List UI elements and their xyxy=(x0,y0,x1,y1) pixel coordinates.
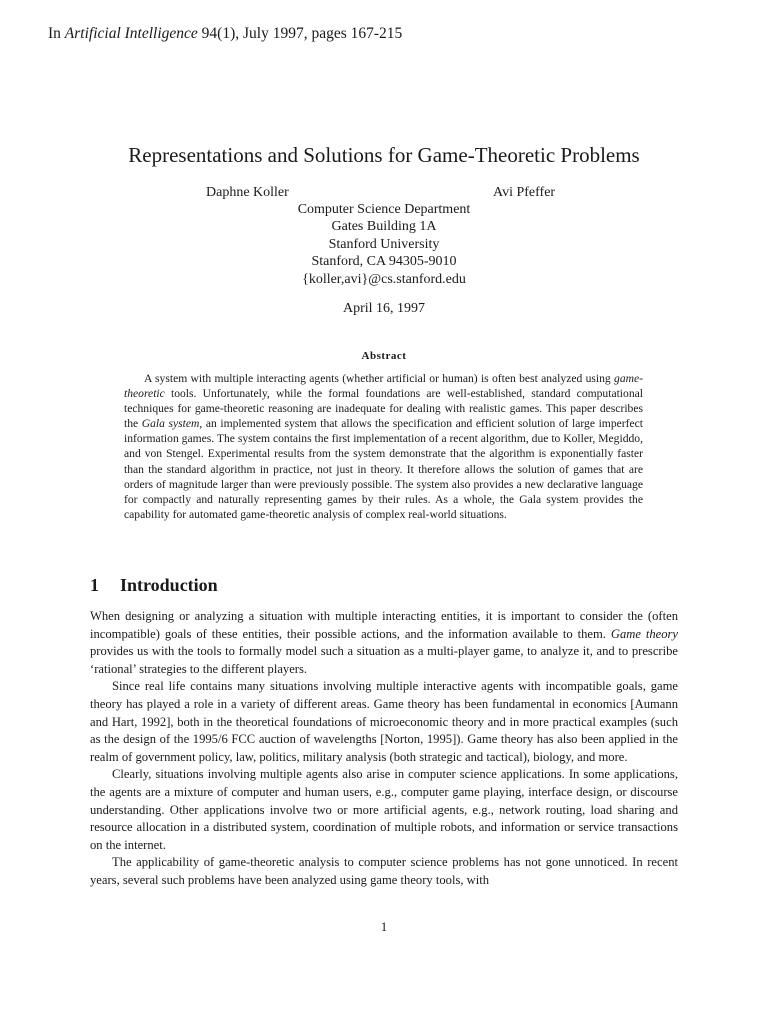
section-heading xyxy=(90,574,218,596)
affiliation-university: Stanford University xyxy=(328,236,440,252)
abstract-text xyxy=(124,371,643,522)
abstract-text-part: , an implemented system that allows the specification and efficient solution of large imperfect information games. The system contains the first implementation of a recent algorithm, due to Koller, Megiddo, and von Stengel. Experimental results from the system demonstrate that the algorithm is exponentially faster than the standard algorithm in practice, not just in theory. It therefore allows the solution of games that are orders of magnitude larger than were previously possible. The system also provides a new declarative language for compactly and naturally representing games by their rules. As a whole, the Gala system provides the capability for automated game-theoretic analysis of complex real-world situations. xyxy=(124,417,643,521)
author-name: Daphne Koller xyxy=(206,185,289,200)
citation-prefix: In xyxy=(48,25,65,42)
journal-name: Artificial Intelligence xyxy=(64,25,198,42)
paragraph: The applicability of game-theoretic analysis to computer science problems has not gone unnoticed. In recent years, several such problems have been analyzed using game theory tools, with xyxy=(90,855,678,887)
page-number: 1 xyxy=(380,919,388,934)
term-emphasis: Game theory xyxy=(610,626,678,641)
paragraph: Since real life contains many situations involving multiple interactive agents with incompatible goals, game theory has played a role in a variety of different areas. Game theory has been fundamental in economics [Aumann and Hart, 1992], both in the theoretical foundations of microeconomic theory and in more practical examples (such as the design of the 1995/6 FCC auction of wavelengths [Norton, 1995]). Game theory has also been applied in the realm of government policy, law, politics, military analysis (both strategic and tactical), biology, and more. xyxy=(90,679,678,764)
paragraph-text: When designing or analyzing a situation with multiple interacting entities, it is important to consider the (often incompatible) goals of these entities, their possible actions, and the information available to them. xyxy=(90,609,678,641)
abstract-text-part: A system with multiple interacting agents (whether artificial or human) is often best analyzed using xyxy=(144,372,615,385)
affiliation-building: Gates Building 1A xyxy=(331,219,437,235)
introduction-body xyxy=(90,608,678,890)
affiliation-department: Computer Science Department xyxy=(297,202,471,217)
author-name: Avi Pfeffer xyxy=(493,185,556,200)
affiliation-email: {koller,avi}@cs.stanford.edu xyxy=(302,271,466,287)
section-title: Introduction xyxy=(120,575,218,595)
citation-details: 94(1), July 1997, pages 167-215 xyxy=(197,25,403,42)
paragraph: Clearly, situations involving multiple agents also arise in computer science applications. In some applications, the agents are a mixture of computer and human users, e.g., computer game playing, interface design, or discourse understanding. Other applications involve two or more artificial agents, e.g., network routing, load sharing and resource allocation in a distributed system, coordination of multiple robots, and information or service transactions on the internet. xyxy=(90,767,678,852)
paragraph xyxy=(90,608,678,678)
abstract-heading: Abstract xyxy=(361,350,407,362)
abstract-text-part: tools. Unfortunately, while the formal foundations are well-established, standard computational techniques for game-theoretic reasoning are inadequate for dealing with realistic games. This paper describes the xyxy=(124,387,643,431)
paper-title: Representations and Solutions for Game-Theoretic Problems xyxy=(128,143,640,167)
affiliation-address: Stanford, CA 94305-9010 xyxy=(311,254,457,270)
paper-date: April 16, 1997 xyxy=(342,301,426,316)
section-number: 1 xyxy=(90,575,99,595)
citation-header xyxy=(48,24,402,44)
paragraph-text: provides us with the tools to formally model such a situation as a multi-player game, to analyze it, and to prescribe ‘rational’ strategies to the different players. xyxy=(90,644,678,676)
abstract-term-emphasis: Gala system xyxy=(141,417,200,431)
abstract-term-emphasis: game-theoretic xyxy=(124,372,643,401)
affiliation-block xyxy=(0,201,768,288)
